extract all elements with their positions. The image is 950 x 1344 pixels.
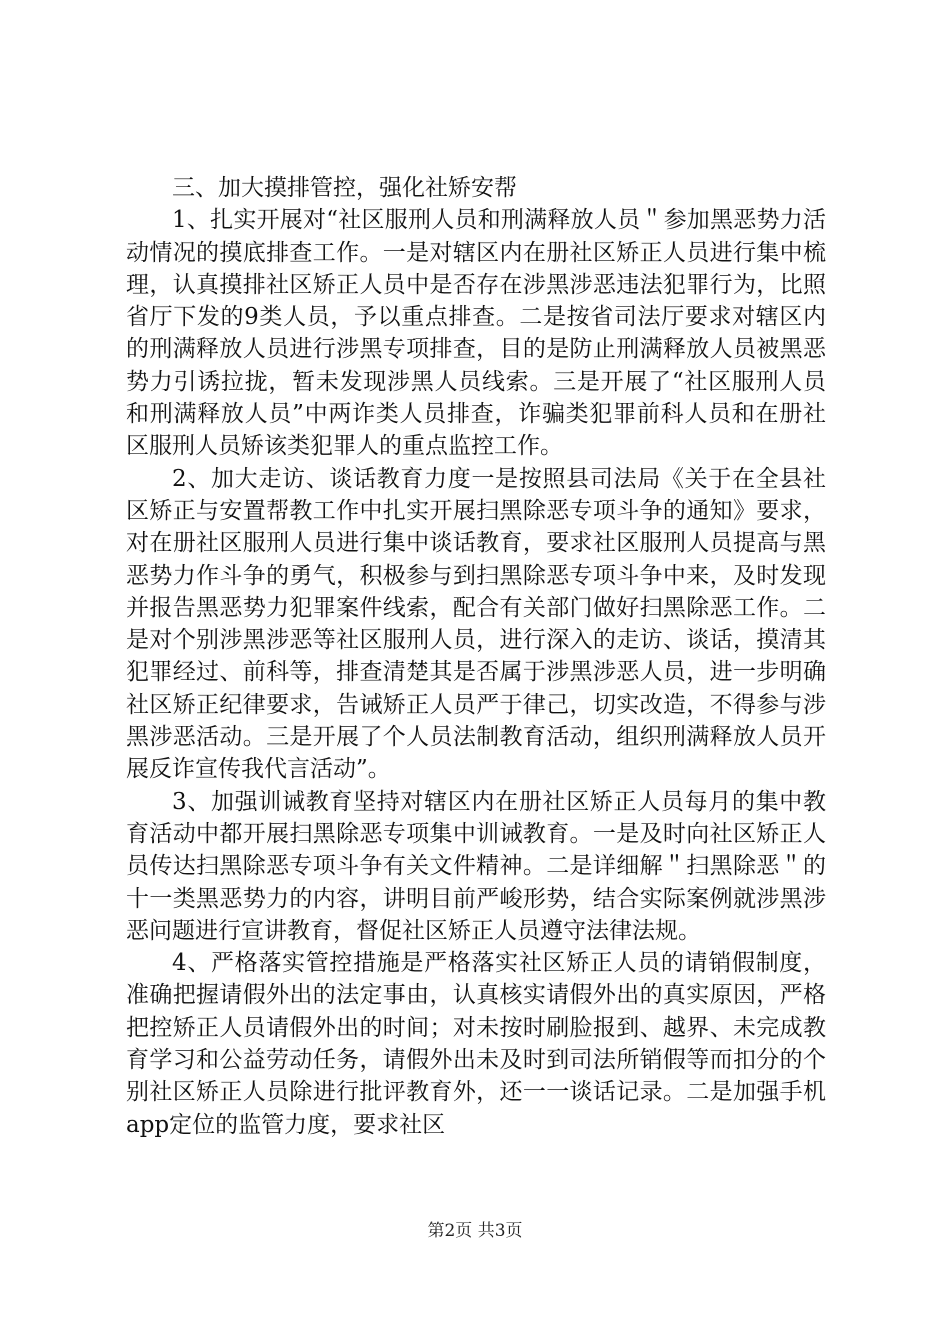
page-number-footer: 第2页 共3页 — [427, 1221, 523, 1241]
paragraph-4: 4、严格落实管控措施是严格落实社区矫正人员的请销假制度，准确把握请假外出的法定事由，认真核实请假外出的真实原因，严格把控矫正人员请假外出的时间；对未按时刷脸报到、越界、未完成教育学习和公益劳动任务，请假外出未及时到司法所销假等而扣分的个别社区矫正人员除进行批评教育外，还一一谈话记录。二是加强手机app定位的监管力度，要求社区 — [126, 950, 826, 1138]
section-heading: 三、加大摸排管控，强化社矫安帮 — [172, 175, 517, 201]
document-body — [126, 172, 826, 1141]
paragraph-3: 3、加强训诫教育坚持对辖区内在册社区矫正人员每月的集中教育活动中都开展扫黑除恶专项集中训诫教育。一是及时向社区矫正人员传达扫黑除恶专项斗争有关文件精神。二是详细解＂扫黑除恶＂的十一类黑恶势力的内容，讲明目前严峻形势，结合实际案例就涉黑涉恶问题进行宣讲教育，督促社区矫正人员遵守法律法规。 — [126, 788, 826, 944]
paragraph-2: 2、加大走访、谈话教育力度一是按照县司法局《关于在全县社区矫正与安置帮教工作中扎实开展扫黑除恶专项斗争的通知》要求，对在册社区服刑人员进行集中谈话教育，要求社区服刑人员提高与黑恶势力作斗争的勇气，积极参与到扫黑除恶专项斗争中来，及时发现并报告黑恶势力犯罪案件线索，配合有关部门做好扫黑除恶工作。二是对个别涉黑涉恶等社区服刑人员，进行深入的走访、谈话，摸清其犯罪经过、前科等，排查清楚其是否属于涉黑涉恶人员，进一步明确社区矫正纪律要求，告诫矫正人员严于律己，切实改造，不得参与涉黑涉恶活动。三是开展了个人员法制教育活动，组织刑满释放人员开展反诈宣传我代言活动”。 — [126, 465, 826, 783]
paragraph-1: 1、扎实开展对“社区服刑人员和刑满释放人员＂参加黑恶势力活动情况的摸底排查工作。一是对辖区内在册社区矫正人员进行集中梳理，认真摸排社区矫正人员中是否存在涉黑涉恶违法犯罪行为，比照省厅下发的9类人员，予以重点排查。二是按省司法厅要求对辖区内的刑满释放人员进行涉黑专项排查，目的是防止刑满释放人员被黑恶势力引诱拉拢，暂未发现涉黑人员线索。三是开展了“社区服刑人员和刑满释放人员”中两诈类人员排查，诈骗类犯罪前科人员和在册社区服刑人员矫该类犯罪人的重点监控工作。 — [126, 207, 826, 460]
